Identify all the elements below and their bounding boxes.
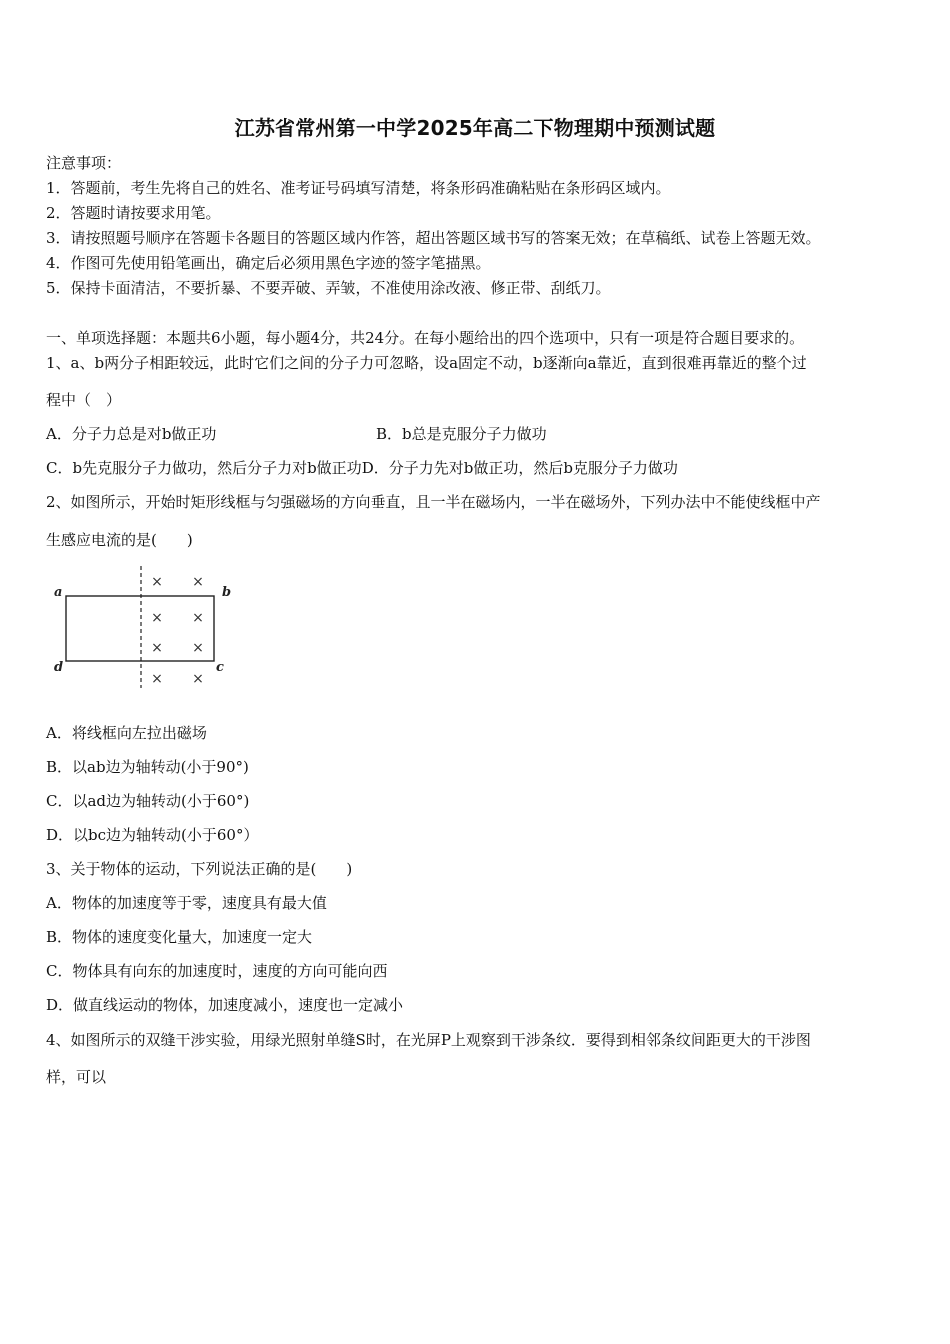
notice-item-3: 3．请按照题号顺序在答题卡各题目的答题区域内作答，超出答题区域书写的答案无效；在草稿纸、试卷上答题无效。 — [46, 229, 821, 247]
q3-option-c: C．物体具有向东的加速度时，速度的方向可能向西 — [46, 962, 388, 980]
label-b: b — [222, 585, 232, 600]
magnetic-field-diagram — [46, 560, 236, 690]
field-mark: × — [192, 574, 204, 590]
q2-figure — [46, 560, 236, 694]
q3-stem: 3、关于物体的运动，下列说法正确的是( ) — [46, 860, 353, 878]
q3-option-a: A．物体的加速度等于零，速度具有最大值 — [46, 894, 327, 912]
field-mark: × — [151, 640, 163, 656]
notice-item-5: 5．保持卡面清洁，不要折暴、不要弄破、弄皱，不准使用涂改液、修正带、刮纸刀。 — [46, 279, 611, 297]
q3-option-d: D．做直线运动的物体，加速度减小，速度也一定减小 — [46, 996, 404, 1014]
q1-option-c-d — [46, 457, 678, 478]
q1-option-c: C．b先克服分子力做功，然后分子力对b做正功 — [46, 459, 362, 477]
q2-option-d: D．以bc边为轴转动(小于60°） — [46, 826, 259, 844]
q3-option-b: B．物体的速度变化量大，加速度一定大 — [46, 928, 313, 946]
field-mark: × — [192, 610, 204, 626]
q2-option-b: B．以ab边为轴转动(小于90°) — [46, 758, 249, 776]
q2-stem-line2: 生感应电流的是( ) — [46, 531, 193, 549]
page-title: 江苏省常州第一中学2025年高二下物理期中预测试题 — [234, 116, 716, 140]
q2-option-a: A．将线框向左拉出磁场 — [46, 724, 207, 742]
label-a: a — [54, 585, 63, 600]
q4-stem-line2: 样，可以 — [46, 1068, 107, 1086]
field-mark: × — [192, 671, 204, 687]
notice-item-1: 1．答题前，考生先将自己的姓名、准考证号码填写清楚，将条形码准确粘贴在条形码区域内。 — [46, 179, 671, 197]
q1-option-d: D．分子力先对b做正功，然后b克服分子力做功 — [361, 459, 678, 477]
label-d: d — [54, 660, 64, 675]
section-heading: 一、单项选择题：本题共6小题，每小题4分，共24分。在每小题给出的四个选项中，只有一项是符合题目要求的。 — [46, 329, 805, 347]
q2-stem-line1: 2、如图所示，开始时矩形线框与匀强磁场的方向垂直，且一半在磁场内，一半在磁场外，下列办法中不能使线框中产 — [46, 493, 821, 511]
notice-item-2: 2．答题时请按要求用笔。 — [46, 204, 221, 222]
q1-option-a: A．分子力总是对b做正功 — [46, 425, 217, 443]
field-mark: × — [151, 610, 163, 626]
q2-option-c: C．以ad边为轴转动(小于60°) — [46, 792, 250, 810]
field-mark: × — [151, 574, 163, 590]
notice-heading: 注意事项： — [46, 154, 122, 172]
notice-item-4: 4．作图可先使用铅笔画出，确定后必须用黑色字迹的签字笔描黑。 — [46, 254, 491, 272]
q1-stem-line2: 程中（ ） — [46, 391, 122, 409]
field-mark: × — [151, 671, 163, 687]
q1-option-b: B．b总是克服分子力做功 — [376, 425, 547, 443]
q4-stem-line1: 4、如图所示的双缝干涉实验，用绿光照射单缝S时，在光屏P上观察到干涉条纹．要得到相邻条纹间距更大的干涉图 — [46, 1031, 811, 1049]
field-mark: × — [192, 640, 204, 656]
q1-stem-line1: 1、a、b两分子相距较远，此时它们之间的分子力可忽略，设a固定不动，b逐渐向a靠近，直到很难再靠近的整个过 — [46, 354, 807, 372]
label-c: c — [216, 660, 224, 675]
